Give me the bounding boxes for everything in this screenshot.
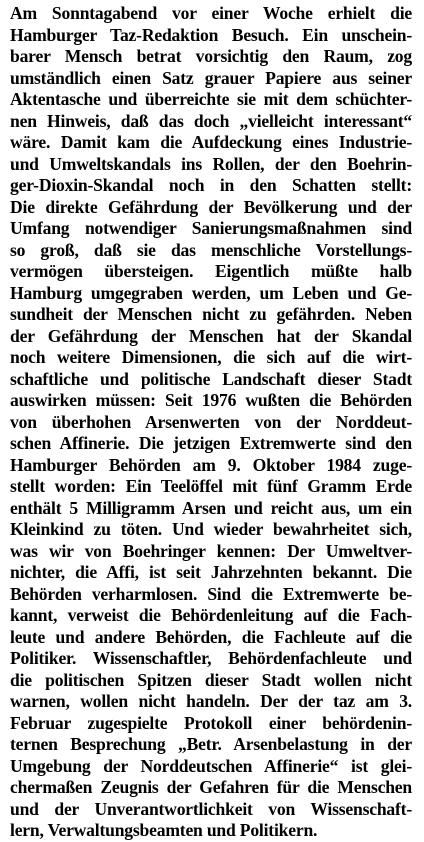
text-line: sundheit der Menschen nicht zu gefährden. Neben bbox=[10, 304, 412, 324]
text-line: kannt, verweist die Behördenleitung auf die Fach- bbox=[10, 605, 412, 625]
text-line: und Umweltskandals ins Rollen, der den Boehrin- bbox=[10, 153, 412, 174]
text-line: Behörden verharmlosen. Sind die Extremwerte be- bbox=[10, 583, 412, 604]
article-text-column bbox=[10, 3, 412, 842]
text-line: Umfang notwendiger Sanierungsmaßnahmen sind bbox=[10, 218, 412, 238]
text-line: ternen Besprechung „Betr. Arsenbelastung in der bbox=[10, 734, 412, 754]
text-line: Hamburger Behörden am 9. Oktober 1984 zuge- bbox=[10, 454, 412, 475]
text-line: vermögen übersteigen. Eigentlich müßte halb bbox=[10, 261, 412, 281]
text-line: Hamburger Taz-Redaktion Besuch. Ein unschein- bbox=[10, 24, 412, 45]
text-line: was wir von Boehringer kennen: Der Umweltver- bbox=[10, 540, 412, 561]
text-line: Umgebung der Norddeutschen Affinerie“ ist glei- bbox=[10, 755, 412, 776]
text-line: von überhohen Arsenwerten von der Norddeut- bbox=[10, 411, 412, 432]
text-line: barer Mensch betrat vorsichtig den Raum, zog bbox=[10, 46, 412, 66]
text-line: chermaßen Zeugnis der Gefahren für die Menschen bbox=[10, 777, 412, 797]
text-line: leute und andere Behörden, die Fachleute auf die bbox=[10, 626, 412, 647]
text-line: nichter, die Affi, ist seit Jahrzehnten bekannt. Die bbox=[10, 562, 412, 582]
text-line: Die direkte Gefährdung der Bevölkerung und der bbox=[10, 196, 412, 217]
text-line: warnen, wollen nicht handeln. Der der taz am 3. bbox=[10, 691, 412, 711]
text-line: lern, Verwaltungsbeamten und Politikern. bbox=[10, 820, 318, 840]
text-line: schen Affinerie. Die jetzigen Extremwerte sind den bbox=[10, 433, 412, 453]
text-line: so groß, daß sie das menschliche Vorstellungs- bbox=[10, 239, 412, 260]
text-line: auswirken müssen: Seit 1976 wußten die Behörden bbox=[10, 390, 412, 410]
text-line: Hamburg umgegraben werden, um Leben und Ge- bbox=[10, 282, 412, 303]
text-line: umständlich einen Satz grauer Papiere aus seiner bbox=[10, 67, 412, 88]
text-line: noch weitere Dimensionen, die sich auf die wirt- bbox=[10, 347, 412, 367]
text-line: der Gefährdung der Menschen hat der Skandal bbox=[10, 325, 412, 346]
text-line: Februar zugespielte Protokoll einer behördenin- bbox=[10, 712, 412, 733]
text-line: Kleinkind zu töten. Und wieder bewahrheitet sich, bbox=[10, 519, 412, 539]
text-line: wäre. Damit kam die Aufdeckung eines Industrie- bbox=[10, 132, 412, 152]
text-line: nen Hinweis, daß das doch „vielleicht interessant“ bbox=[10, 110, 412, 131]
text-line: Aktentasche und überreichte sie mit dem schüchter- bbox=[10, 89, 412, 109]
text-line: stellt worden: Ein Teelöffel mit fünf Gramm Erde bbox=[10, 476, 412, 496]
text-line: schaftliche und politische Landschaft dieser Stadt bbox=[10, 368, 412, 389]
text-line: Politiker. Wissenschaftler, Behördenfachleute und bbox=[10, 648, 412, 668]
text-line: die politischen Spitzen dieser Stadt wollen nicht bbox=[10, 669, 412, 690]
text-line: ger-Dioxin-Skandal noch in den Schatten stellt: bbox=[10, 175, 412, 195]
text-line: enthält 5 Milligramm Arsen und reicht aus, um ein bbox=[10, 497, 412, 518]
text-line: Am Sonntagabend vor einer Woche erhielt die bbox=[10, 3, 412, 23]
text-line: und der Unverantwortlichkeit von Wissenschaft- bbox=[10, 798, 412, 819]
